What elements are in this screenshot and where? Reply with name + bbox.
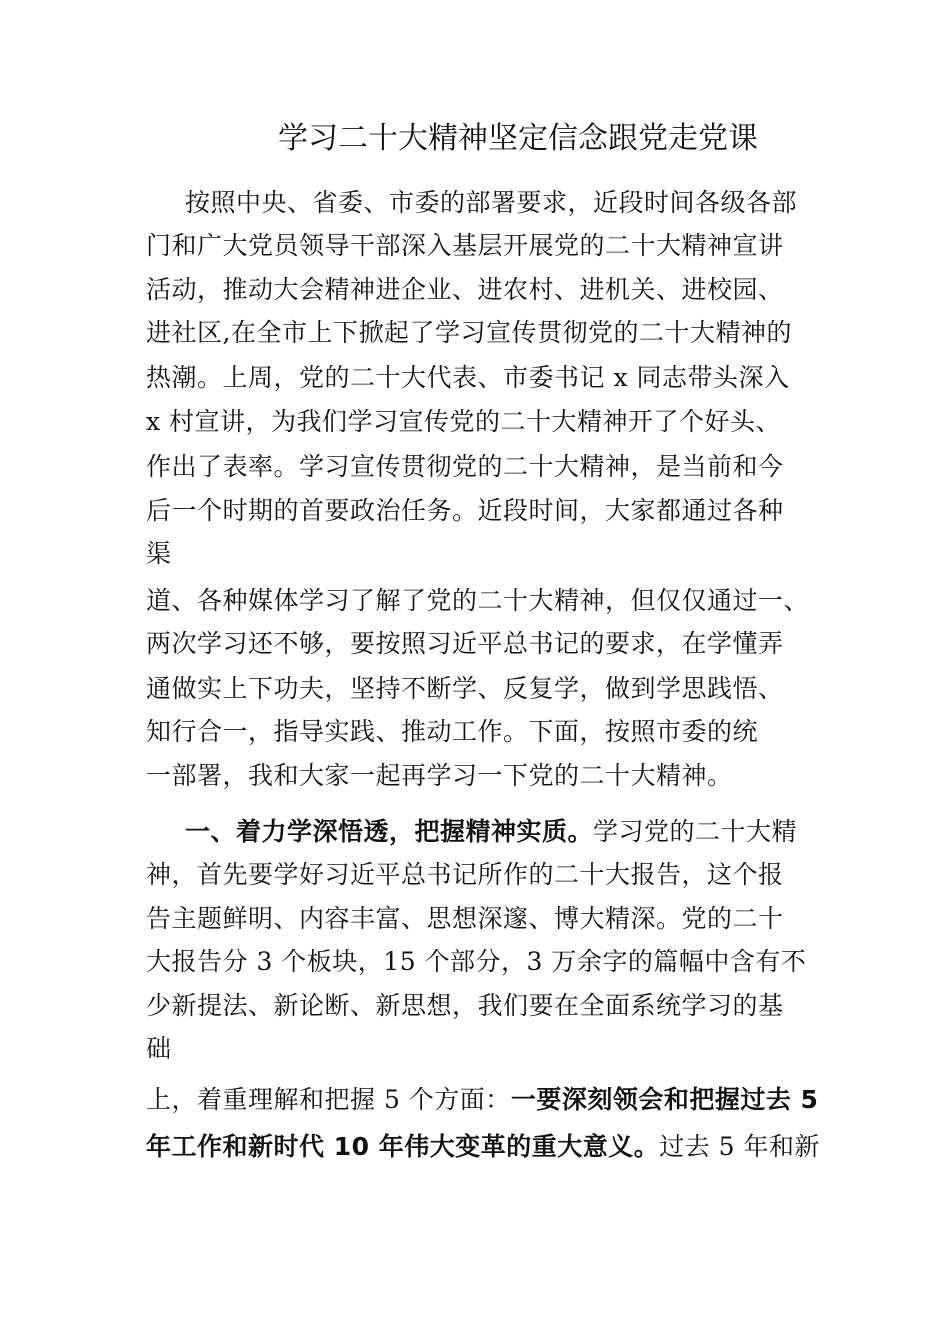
paragraph-line: 告主题鲜明、内容丰富、思想深邃、博大精深。党的二十 — [146, 904, 784, 933]
section-heading-tail: 学习党的二十大精 — [593, 817, 798, 846]
paragraph-line: 大报告分 3 个板块，15 个部分，3 万余字的篇幅中含有不 — [146, 947, 807, 976]
paragraph-line: 进社区,在全市上下掀起了学习宣传贯彻党的二十大精神的 — [146, 318, 792, 347]
document-title: 学习二十大精神坚定信念跟党走党课 — [278, 121, 758, 156]
section-heading: 一、着力学深悟透，把握精神实质。 — [185, 817, 594, 846]
line-tail: 过去 5 年和新 — [659, 1132, 821, 1161]
emphasis-text: 一要深刻领会和把握过去 5 — [510, 1085, 819, 1114]
paragraph-line: 后一个时期的首要政治任务。近段时间，大家都通过各种 — [146, 496, 784, 525]
paragraph-line: 两次学习还不够，要按照习近平总书记的要求，在学懂弄 — [146, 629, 784, 658]
paragraph-line: 按照中央、省委、市委的部署要求，近段时间各级各部 — [185, 188, 798, 217]
paragraph-line: 渠 — [146, 539, 172, 568]
line-prefix: 上，着重理解和把握 5 个方面： — [146, 1085, 511, 1114]
paragraph-line-mixed — [146, 1130, 820, 1164]
paragraph-line: 活动，推动大会精神进企业、进农村、进机关、进校园、 — [146, 275, 784, 304]
paragraph-line: 门和广大党员领导干部深入基层开展党的二十大精神宣讲 — [146, 231, 784, 260]
paragraph-line: 知行合一，指导实践、推动工作。下面，按照市委的统 — [146, 717, 759, 746]
paragraph-line: 神，首先要学好习近平总书记所作的二十大报告，这个报 — [146, 860, 784, 889]
emphasis-text: 年工作和新时代 10 年伟大变革的重大意义。 — [146, 1132, 660, 1161]
section-heading-line — [185, 815, 797, 849]
paragraph-line: 道、各种媒体学习了解了党的二十大精神，但仅仅通过一、 — [146, 586, 810, 615]
paragraph-line: x 村宣讲，为我们学习宣传党的二十大精神开了个好头、 — [146, 407, 782, 436]
paragraph-line: 热潮。上周，党的二十大代表、市委书记 x 同志带头深入 — [146, 363, 790, 392]
paragraph-line-mixed — [146, 1083, 818, 1117]
paragraph-line: 少新提法、新论断、新思想，我们要在全面系统学习的基 — [146, 991, 784, 1020]
paragraph-line: 作出了表率。学习宣传贯彻党的二十大精神，是当前和今 — [146, 452, 784, 481]
paragraph-line: 通做实上下功夫，坚持不断学、反复学，做到学思践悟、 — [146, 674, 784, 703]
paragraph-line: 础 — [146, 1034, 172, 1063]
paragraph-line: 一部署，我和大家一起再学习一下党的二十大精神。 — [146, 761, 733, 790]
